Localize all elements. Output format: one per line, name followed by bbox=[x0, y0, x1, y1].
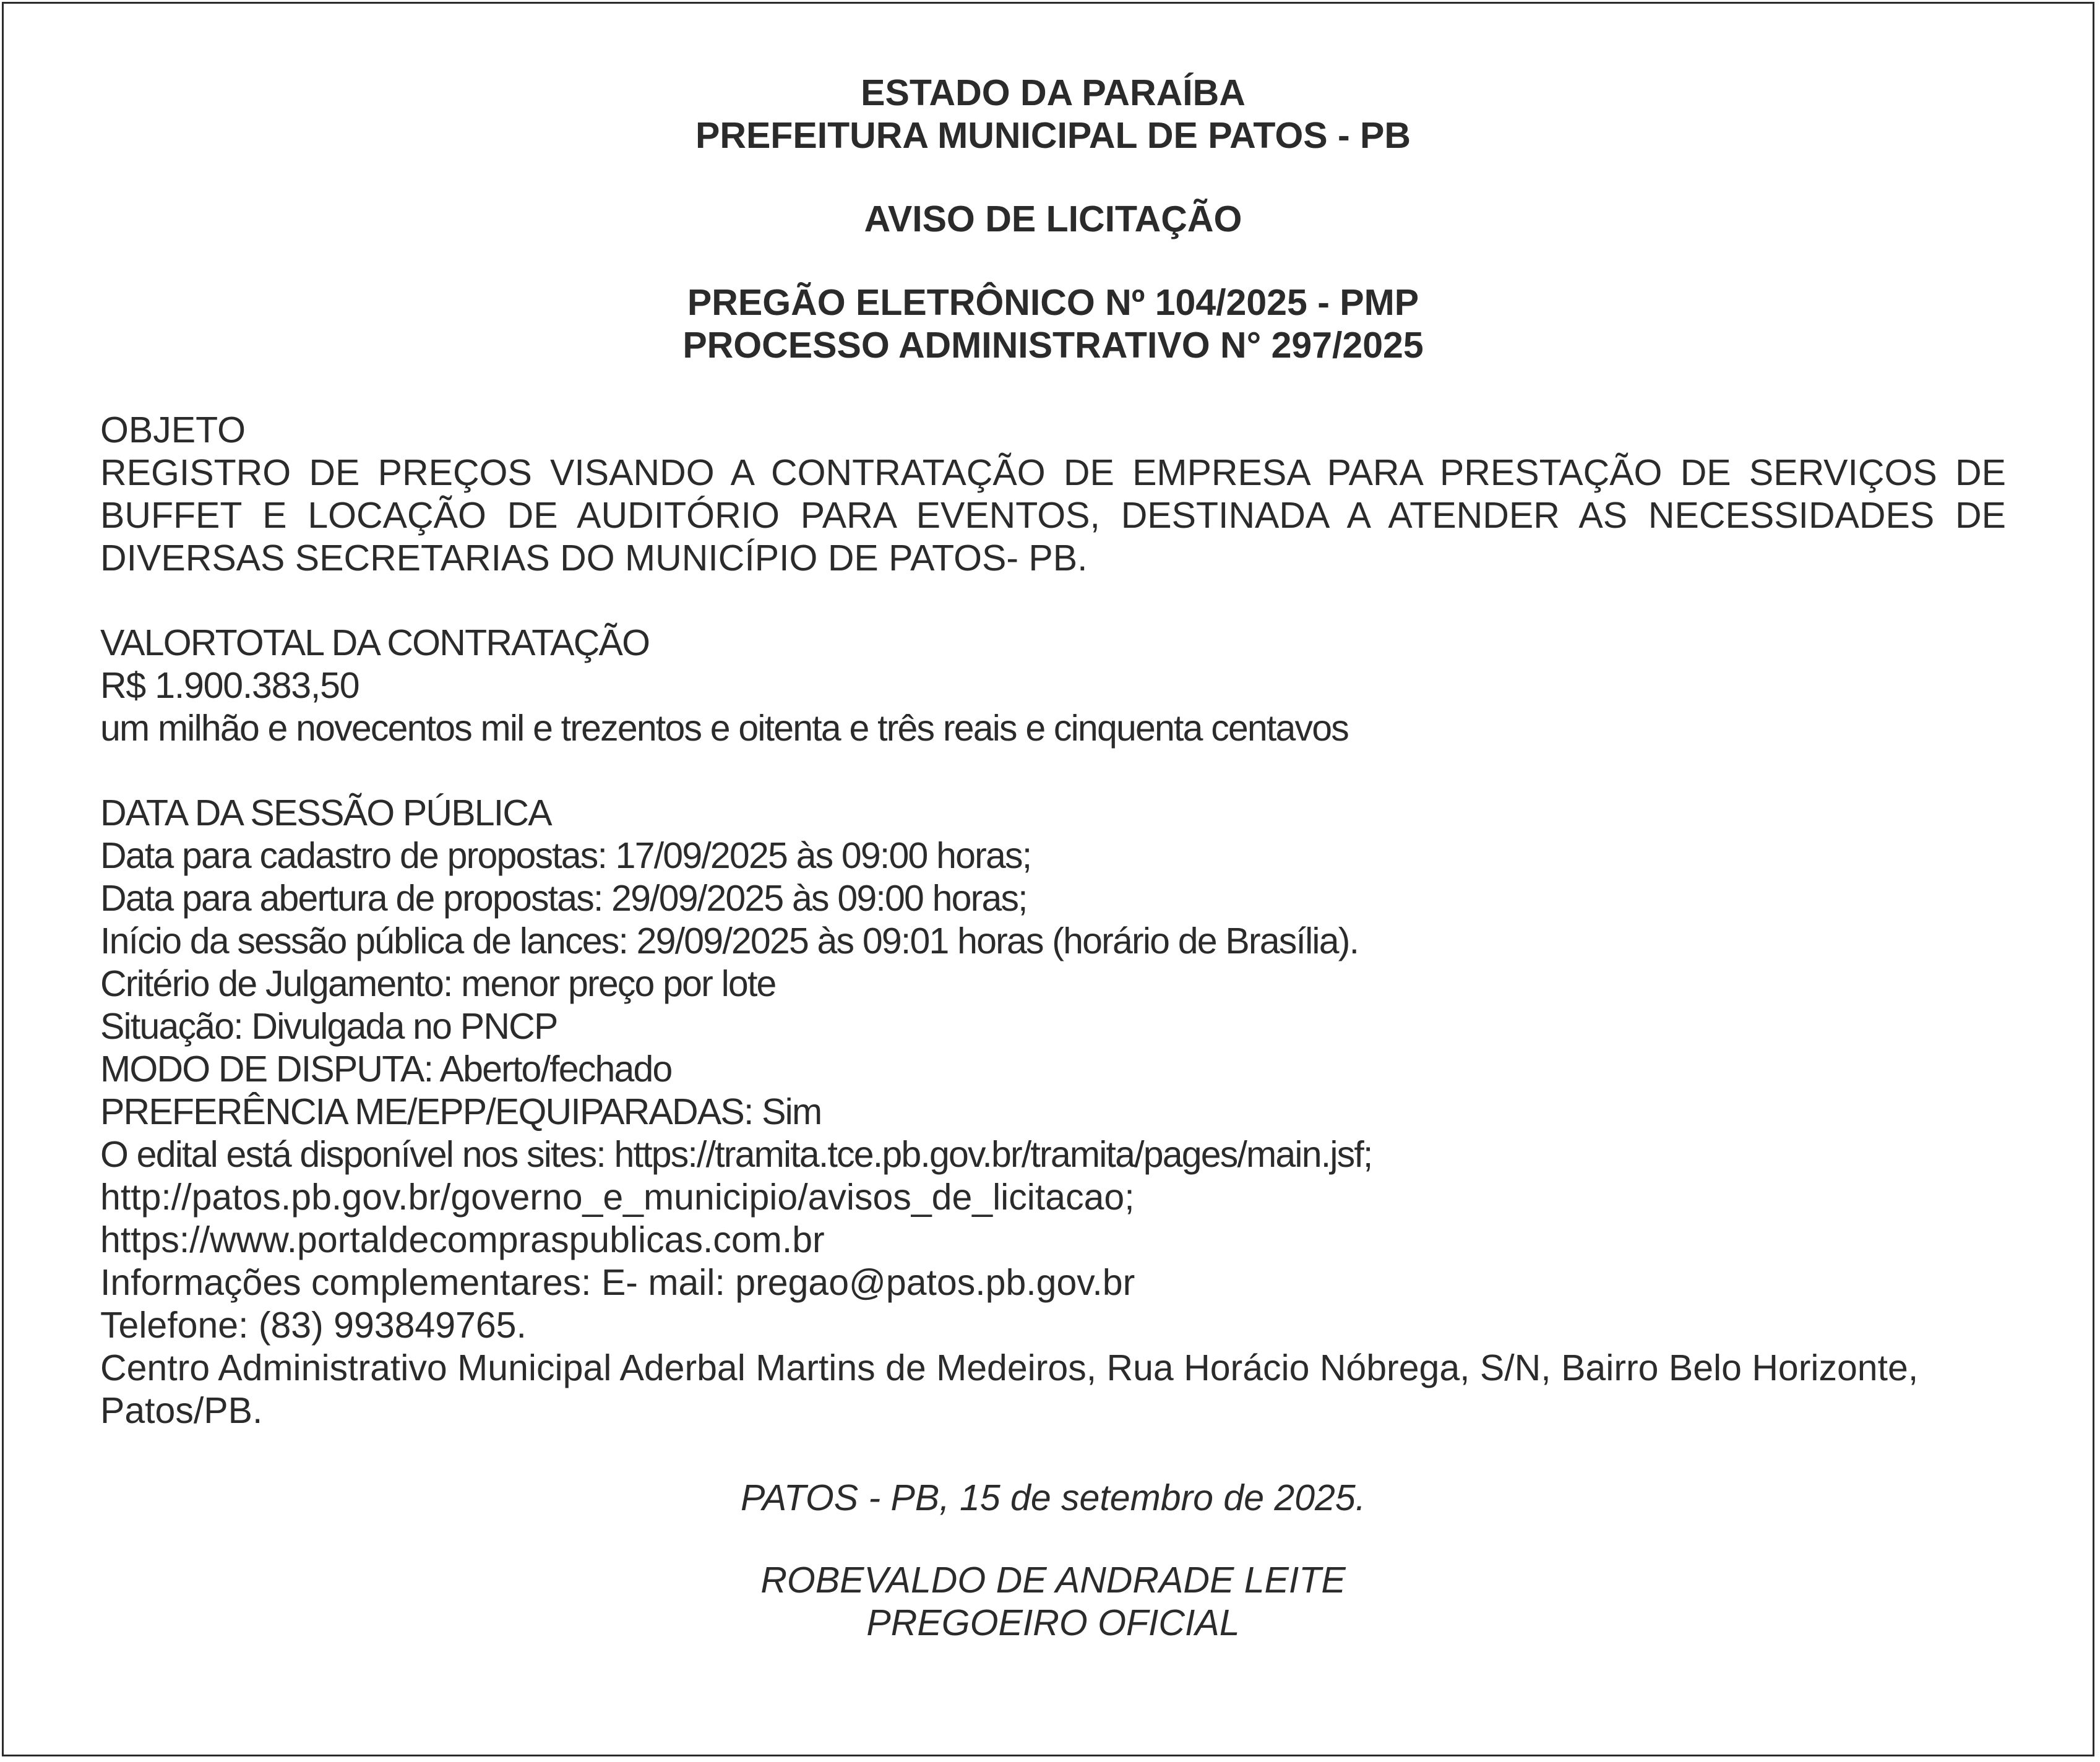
header-state: ESTADO DA PARAÍBA bbox=[861, 72, 1246, 113]
objeto-line: DIVERSAS SECRETARIAS DO MUNICÍPIO DE PATOS- PB. bbox=[100, 538, 1088, 578]
spacer bbox=[100, 580, 2006, 622]
sessao-line: Situação: Divulgada no PNCP bbox=[100, 1006, 557, 1047]
header-city-hall: PREFEITURA MUNICIPAL DE PATOS - PB bbox=[695, 115, 1411, 156]
sessao-line: Centro Administrativo Municipal Aderbal Martins de Medeiros, Rua Horácio Nóbrega, S/N, Bairro Belo Horizonte, bbox=[100, 1347, 1919, 1388]
objeto-heading: OBJETO bbox=[100, 410, 246, 450]
objeto-line: BUFFET E LOCAÇÃO DE AUDITÓRIO PARA EVENTOS, DESTINADA A ATENDER AS NECESSIDADES DE bbox=[100, 495, 2006, 536]
notice-frame bbox=[2, 2, 2094, 1756]
spacer bbox=[100, 157, 2006, 198]
sessao-line: Data para cadastro de propostas: 17/09/2025 às 09:00 horas; bbox=[100, 835, 1031, 876]
signer-role: PREGOEIRO OFICIAL bbox=[866, 1602, 1240, 1643]
sessao-line: Data para abertura de propostas: 29/09/2025 às 09:00 horas; bbox=[100, 878, 1027, 919]
process-number: PROCESSO ADMINISTRATIVO N° 297/2025 bbox=[682, 325, 1424, 366]
spacer bbox=[100, 750, 2006, 792]
sessao-heading: DATA DA SESSÃO PÚBLICA bbox=[100, 793, 551, 833]
spacer bbox=[100, 367, 2006, 409]
signer-name: ROBEVALDO DE ANDRADE LEITE bbox=[760, 1560, 1346, 1601]
auction-number: PREGÃO ELETRÔNICO Nº 104/2025 - PMP bbox=[687, 282, 1419, 323]
spacer bbox=[100, 1519, 2006, 1559]
sessao-line: PREFERÊNCIA ME/EPP/EQUIPARADAS: Sim bbox=[100, 1091, 822, 1132]
sessao-line: Telefone: (83) 993849765. bbox=[100, 1305, 527, 1346]
notice-content bbox=[100, 72, 2006, 1644]
sessao-line: Patos/PB. bbox=[100, 1390, 263, 1431]
sessao-line: Critério de Julgamento: menor preço por lote bbox=[100, 963, 776, 1004]
spacer bbox=[100, 1432, 2006, 1477]
place-date: PATOS - PB, 15 de setembro de 2025. bbox=[740, 1477, 1366, 1518]
sessao-line: http://patos.pb.gov.br/governo_e_municipio/avisos_de_licitacao; bbox=[100, 1177, 1135, 1218]
valor-amount: R$ 1.900.383,50 bbox=[100, 665, 359, 706]
spacer bbox=[100, 241, 2006, 281]
sessao-line: Informações complementares: E- mail: pregao@patos.pb.gov.br bbox=[100, 1262, 1135, 1303]
sessao-line: MODO DE DISPUTA: Aberto/fechado bbox=[100, 1049, 672, 1089]
notice-title: AVISO DE LICITAÇÃO bbox=[864, 199, 1242, 239]
objeto-line: REGISTRO DE PREÇOS VISANDO A CONTRATAÇÃO DE EMPRESA PARA PRESTAÇÃO DE SERVIÇOS DE bbox=[100, 452, 2006, 493]
sessao-line: Início da sessão pública de lances: 29/09/2025 às 09:01 horas (horário de Brasília). bbox=[100, 921, 1359, 961]
valor-heading: VALORTOTAL DA CONTRATAÇÃO bbox=[100, 622, 650, 663]
sessao-line: O edital está disponível nos sites: https://tramita.tce.pb.gov.br/tramita/pages/main.jsf; bbox=[100, 1134, 1372, 1175]
sessao-line: https://www.portaldecompraspublicas.com.br bbox=[100, 1219, 825, 1260]
valor-in-words: um milhão e novecentos mil e trezentos e oitenta e três reais e cinquenta centavos bbox=[100, 708, 1348, 749]
